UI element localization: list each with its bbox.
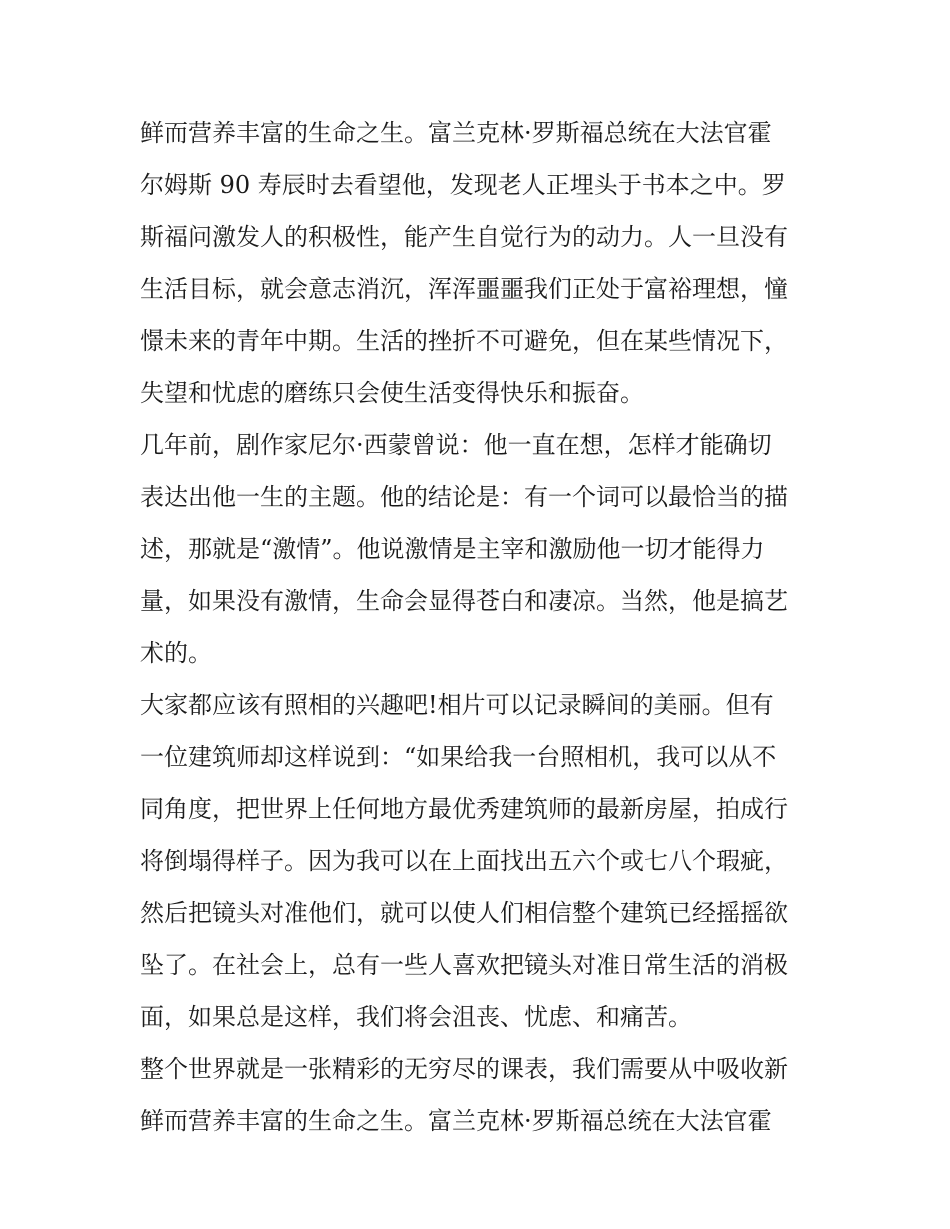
text-line: 坠了。在社会上，总有一些人喜欢把镜头对准日常生活的消极 xyxy=(140,951,788,979)
text-line: 量，如果没有激情，生命会显得苍白和凄凉。当然，他是搞艺 xyxy=(140,587,788,615)
text-line: 生活目标，就会意志消沉，浑浑噩噩我们正处于富裕理想，憧 xyxy=(140,275,788,303)
text-line: 术的。 xyxy=(140,639,212,667)
document-body xyxy=(140,107,814,1147)
text-line: 尔姆斯 90 寿辰时去看望他，发现老人正埋头于书本之中。罗 xyxy=(140,171,786,199)
text-line: 述，那就是“激情”。他说激情是主宰和激励他一切才能得力 xyxy=(140,535,765,563)
text-line: 失望和忧虑的磨练只会使生活变得快乐和振奋。 xyxy=(140,379,644,407)
text-line: 憬未来的青年中期。生活的挫折不可避免，但在某些情况下， xyxy=(140,327,788,355)
text-line: 将倒塌得样子。因为我可以在上面找出五六个或七八个瑕疵， xyxy=(140,847,788,875)
text-line: 鲜而营养丰富的生命之生。富兰克林·罗斯福总统在大法官霍 xyxy=(140,119,772,147)
text-line: 表达出他一生的主题。他的结论是：有一个词可以最恰当的描 xyxy=(140,483,788,511)
text-line: 大家都应该有照相的兴趣吧!相片可以记录瞬间的美丽。但有 xyxy=(140,691,774,719)
text-line: 斯福问激发人的积极性，能产生自觉行为的动力。人一旦没有 xyxy=(140,223,788,251)
text-line: 几年前，剧作家尼尔·西蒙曾说：他一直在想，怎样才能确切 xyxy=(140,431,772,459)
text-line: 鲜而营养丰富的生命之生。富兰克林·罗斯福总统在大法官霍 xyxy=(140,1107,772,1135)
text-line: 整个世界就是一张精彩的无穷尽的课表，我们需要从中吸收新 xyxy=(140,1055,788,1083)
text-line: 然后把镜头对准他们，就可以使人们相信整个建筑已经摇摇欲 xyxy=(140,899,788,927)
text-line: 一位建筑师却这样说到：“如果给我一台照相机，我可以从不 xyxy=(140,743,777,771)
text-line: 同角度，把世界上任何地方最优秀建筑师的最新房屋，拍成行 xyxy=(140,795,788,823)
text-line: 面，如果总是这样，我们将会沮丧、忧虑、和痛苦。 xyxy=(140,1003,692,1031)
